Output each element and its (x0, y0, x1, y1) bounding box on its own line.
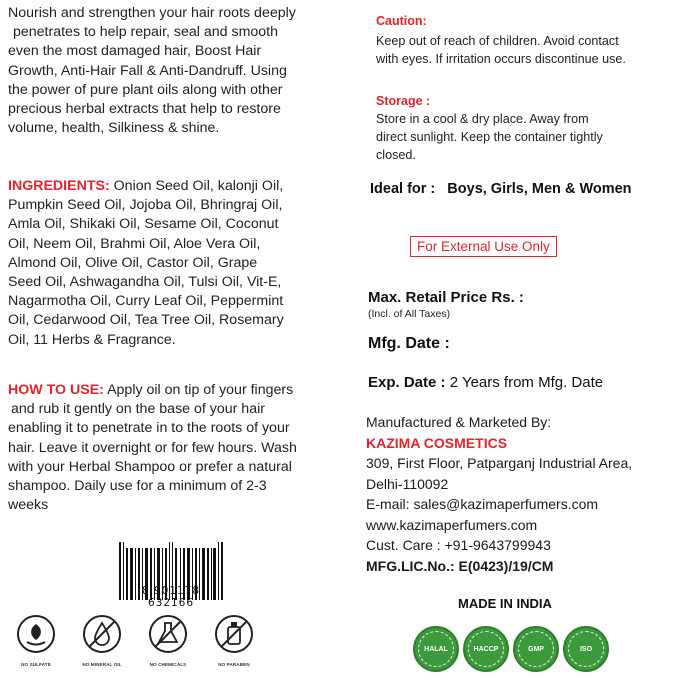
feature-no-mineral-oil (80, 614, 124, 667)
ingredients-line: Oil, Cedarwood Oil, Tea Tree Oil, Rosemary (8, 312, 284, 329)
intro-line: Nourish and strengthen your hair roots deeply (8, 5, 296, 21)
ingredients-label: INGREDIENTS: (8, 178, 110, 194)
ingredients-line: Seed Oil, Ashwagandha Oil, Tulsi Oil, Vit-E, (8, 274, 282, 291)
storage-line: direct sunlight. Keep the container tightly (376, 130, 603, 144)
no-bottle-icon (214, 614, 254, 654)
storage-line: closed. (376, 148, 416, 162)
storage-title: Storage : (376, 94, 431, 108)
website: www.kazimaperfumers.com (366, 516, 538, 533)
storage-text (376, 110, 676, 164)
intro-paragraph (8, 4, 326, 138)
ideal-value: Boys, Girls, Men & Women (447, 181, 632, 197)
how-to-use-section (8, 381, 326, 515)
exp-value: 2 Years from Mfg. Date (449, 374, 604, 391)
howto-line: hair. Leave it overnight or for few hours. Wash (8, 439, 297, 456)
intro-line: Growth, Anti-Hair Fall & Anti-Dandruff. Using (8, 62, 287, 79)
cert-label: ISO (579, 645, 593, 653)
howto-line: with your Herbal Shampoo or prefer a natural (8, 458, 292, 475)
address-line: 309, First Floor, Patparganj Industrial Area, (366, 455, 633, 471)
gmp-badge-icon (513, 626, 559, 672)
feature-no-sulfate (14, 614, 58, 667)
feature-no-paraben (212, 614, 256, 667)
feature-icons (14, 614, 314, 667)
halal-badge-icon (413, 626, 459, 672)
cert-label: HALAL (424, 645, 448, 653)
howto-line: shampoo. Daily use for a minimum of 2-3 (8, 478, 267, 495)
intro-line: precious herbal extracts that help to restore (8, 101, 281, 118)
intro-line: volume, health, Silkiness & shine. (8, 120, 220, 137)
intro-line: even the most damaged hair, Boost Hair (8, 43, 262, 60)
certification-badges (413, 626, 609, 672)
ingredients-first-line (8, 177, 326, 196)
ingredients-section (8, 177, 326, 350)
ingredients-line: Nagarmotha Oil, Curry Leaf Oil, Peppermint (8, 293, 284, 310)
storage-line: Store in a cool & dry place. Away from (376, 112, 589, 126)
howto-first-line (8, 381, 326, 400)
ideal-for (370, 181, 632, 197)
ingredients-line: Pumpkin Seed Oil, Jojoba Oil, Bhringraj Oil, (8, 197, 283, 214)
caution-title: Caution: (376, 14, 427, 28)
mrp-label: Max. Retail Price Rs. : (368, 289, 524, 306)
howto-first: Apply oil on tip of your fingers (107, 382, 294, 398)
ingredients-first: Onion Seed Oil, kalonji Oil, (113, 178, 284, 194)
mfg-date-label: Mfg. Date : (368, 335, 450, 352)
howto-line: and rub it gently on the base of your hair (11, 401, 265, 418)
ingredients-line: Oil, 11 Herbs & Fragrance. (8, 331, 176, 348)
made-in-india: MADE IN INDIA (458, 596, 552, 611)
haccp-badge-icon (463, 626, 509, 672)
caution-text (376, 32, 676, 68)
feature-no-chemicals (146, 614, 190, 667)
mrp-note: (Incl. of All Taxes) (368, 308, 451, 320)
company-name: KAZIMA COSMETICS (366, 434, 508, 451)
iso-badge-icon (563, 626, 609, 672)
leaf-hand-icon (16, 614, 56, 654)
feature-caption: NO SULFATE (21, 662, 51, 667)
ingredients-line: Almond Oil, Olive Oil, Castor Oil, Grape (8, 254, 258, 271)
intro-line: penetrates to help repair, seal and smooth (13, 24, 279, 41)
ingredients-line: Oil, Neem Oil, Brahmi Oil, Aloe Vera Oil, (8, 235, 261, 252)
address-line: Delhi-110092 (366, 475, 449, 492)
feature-caption: NO PARABEN (218, 662, 250, 667)
mfg-license: MFG.LIC.No.: E(0423)/19/CM (366, 557, 554, 574)
howto-line: weeks (8, 497, 49, 514)
no-oil-drop-icon (82, 614, 122, 654)
barcode-number: 8 901178 632166 (141, 585, 201, 609)
external-use-badge: For External Use Only (410, 236, 557, 257)
exp-date (368, 374, 603, 391)
feature-caption: NO CHEMICALS (149, 662, 187, 667)
feature-caption: NO MINERAL OIL (82, 662, 122, 667)
howto-label: HOW TO USE: (8, 382, 104, 398)
intro-line: the power of pure plant oils along with other (8, 81, 283, 98)
caution-line: Keep out of reach of children. Avoid contact (376, 34, 619, 48)
ideal-label: Ideal for : (370, 181, 436, 197)
customer-care: Cust. Care : +91-9643799943 (366, 537, 551, 553)
cert-label: HACCP (473, 645, 499, 653)
caution-line: with eyes. If irritation occurs discontinue use. (376, 52, 626, 66)
howto-line: enabling it to penetrate in to the roots of your (8, 420, 290, 437)
manufacturer-block (366, 412, 684, 576)
manufacturer-intro: Manufactured & Marketed By: (366, 414, 552, 430)
cert-label: GMP (528, 645, 544, 653)
email: E-mail: sales@kazimaperfumers.com (366, 496, 599, 512)
ingredients-line: Amla Oil, Shikaki Oil, Sesame Oil, Coconut (8, 216, 279, 233)
no-flask-icon (148, 614, 188, 654)
exp-label: Exp. Date : (368, 374, 446, 391)
